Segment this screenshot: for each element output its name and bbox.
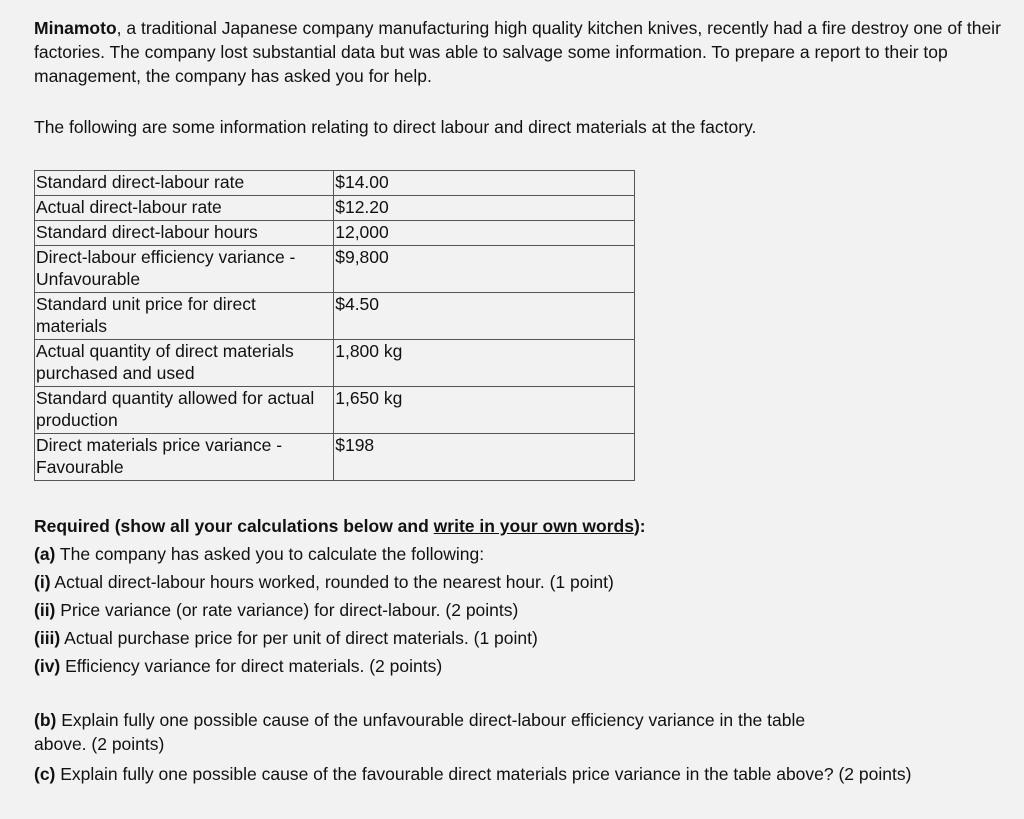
part-c: (c) Explain fully one possible cause of the favourable direct materials price variance in the table above? (2 points): [34, 764, 912, 784]
part-a-item: (ii) Price variance (or rate variance) for direct-labour. (2 points): [34, 600, 519, 620]
question-document: [34, 16, 1009, 788]
row-label: Standard direct-labour rate: [35, 171, 334, 196]
row-value: 1,650 kg: [334, 387, 635, 434]
row-label: Actual direct-labour rate: [35, 196, 334, 221]
row-label: Standard unit price for direct materials: [35, 293, 334, 340]
row-label: Direct-labour efficiency variance - Unfavourable: [35, 246, 334, 293]
table-row: [35, 196, 635, 221]
part-b: (b) Explain fully one possible cause of the unfavourable direct-labour efficiency variance in the table above. (2 points): [34, 710, 806, 754]
row-label: Standard quantity allowed for actual production: [35, 387, 334, 434]
spacer: [34, 680, 1009, 708]
table-row: [35, 171, 635, 196]
table-row: [35, 340, 635, 387]
row-value: 12,000: [334, 221, 635, 246]
required-section: [34, 512, 1009, 788]
table-row: [35, 221, 635, 246]
part-a-item: (iii) Actual purchase price for per unit of direct materials. (1 point): [34, 628, 538, 648]
row-label: Actual quantity of direct materials purchased and used: [35, 340, 334, 387]
part-a-item: (iv) Efficiency variance for direct materials. (2 points): [34, 656, 443, 676]
row-value: $4.50: [334, 293, 635, 340]
own-words-emphasis: write in your own words: [433, 516, 634, 536]
data-table: [34, 170, 635, 481]
table-row: [35, 434, 635, 481]
row-label: Standard direct-labour hours: [35, 221, 334, 246]
intro-text: , a traditional Japanese company manufacturing high quality kitchen knives, recently had a fire destroy one of their factories. The company lost substantial data but was able to salvage some information. To prepare a report to their top management, the company has asked you for help.: [34, 18, 1001, 86]
row-value: $198: [334, 434, 635, 481]
lead-sentence: The following are some information relating to direct labour and direct materials at the factory.: [34, 117, 757, 137]
table-row: [35, 246, 635, 293]
row-value: $12.20: [334, 196, 635, 221]
part-b-tag: (b): [34, 710, 57, 730]
part-c-tag: (c): [34, 764, 56, 784]
required-heading: Required (show all your calculations below and write in your own words):: [34, 516, 646, 536]
row-label: Direct materials price variance - Favourable: [35, 434, 334, 481]
row-value: 1,800 kg: [334, 340, 635, 387]
table-row: [35, 387, 635, 434]
part-a-tag: (a): [34, 544, 56, 564]
row-value: $14.00: [334, 171, 635, 196]
part-a-item: (i) Actual direct-labour hours worked, rounded to the nearest hour. (1 point): [34, 572, 614, 592]
intro-paragraph: [34, 16, 1009, 88]
table-row: [35, 293, 635, 340]
part-a: (a) The company has asked you to calculate the following:: [34, 544, 485, 564]
row-value: $9,800: [334, 246, 635, 293]
company-name: Minamoto: [34, 18, 117, 38]
